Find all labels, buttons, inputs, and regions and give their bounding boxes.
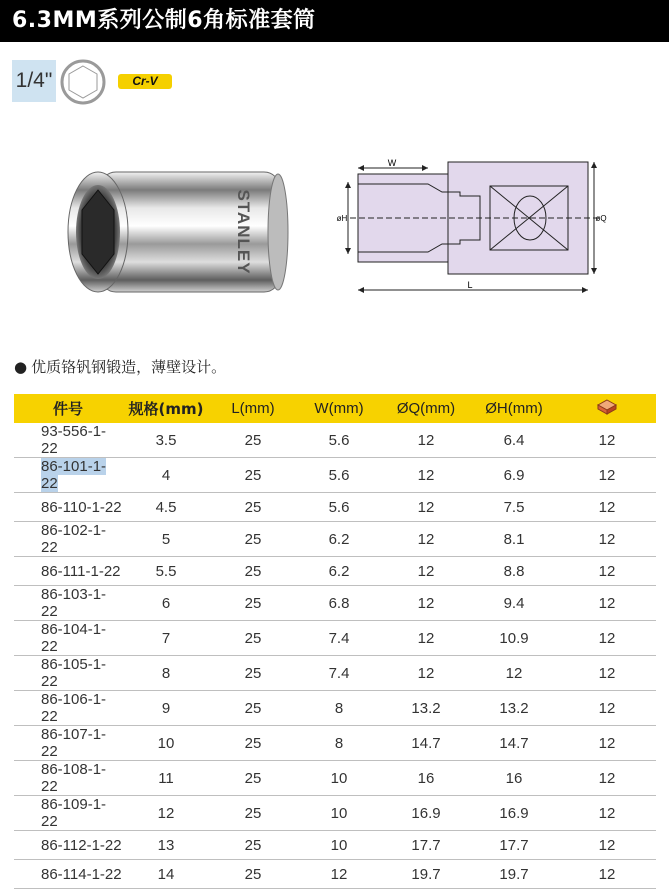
cell-q: 12 — [382, 423, 470, 458]
cell-length: 25 — [210, 586, 296, 621]
table-row — [14, 656, 656, 691]
cell-q: 12 — [382, 621, 470, 656]
cell-w: 6.2 — [296, 557, 382, 586]
table-row — [14, 522, 656, 557]
part-number-text: 86-101-1-22 — [41, 458, 107, 492]
cell-length: 25 — [210, 726, 296, 761]
cell-part-number — [14, 726, 122, 761]
cell-h: 10.9 — [470, 621, 558, 656]
col-part-number: 件号 — [14, 394, 122, 423]
cell-size: 5.5 — [122, 557, 210, 586]
cell-h: 6.4 — [470, 423, 558, 458]
part-number-text: 86-103-1-22 — [41, 586, 107, 620]
cell-box-qty: 12 — [558, 796, 656, 831]
cell-part-number — [14, 656, 122, 691]
cell-box-qty: 12 — [558, 458, 656, 493]
cell-h: 6.9 — [470, 458, 558, 493]
part-number-text: 86-110-1-22 — [41, 498, 122, 516]
cell-q: 16 — [382, 761, 470, 796]
cell-box-qty: 12 — [558, 726, 656, 761]
drive-size-label: 1/4" — [12, 60, 56, 102]
feature-bullet — [14, 356, 226, 377]
cell-size: 4 — [122, 458, 210, 493]
cell-w: 7.4 — [296, 621, 382, 656]
cell-size: 11 — [122, 761, 210, 796]
cell-box-qty: 12 — [558, 557, 656, 586]
cell-part-number — [14, 458, 122, 493]
material-badge: Cr-V — [118, 74, 172, 89]
part-number-text: 86-104-1-22 — [41, 621, 107, 655]
cell-h: 9.4 — [470, 586, 558, 621]
cell-w: 10 — [296, 831, 382, 860]
part-number-text: 93-556-1-22 — [41, 423, 107, 457]
cell-h: 14.7 — [470, 726, 558, 761]
table-row — [14, 860, 656, 889]
cell-part-number — [14, 831, 122, 860]
cell-length: 25 — [210, 458, 296, 493]
part-number-text: 86-106-1-22 — [41, 691, 107, 725]
page-title: 6.3MM系列公制6角标准套筒 — [0, 0, 669, 42]
cell-length: 25 — [210, 860, 296, 889]
table-row — [14, 761, 656, 796]
part-number-text: 86-108-1-22 — [41, 761, 107, 795]
cell-h: 16.9 — [470, 796, 558, 831]
part-number-text: 86-102-1-22 — [41, 522, 107, 556]
cell-size: 13 — [122, 831, 210, 860]
cell-w: 7.4 — [296, 656, 382, 691]
cell-box-qty: 12 — [558, 860, 656, 889]
cell-part-number — [14, 522, 122, 557]
col-size: 规格(mm) — [122, 394, 210, 423]
cell-part-number — [14, 761, 122, 796]
brand-mark: STANLEY — [234, 189, 253, 275]
cell-q: 13.2 — [382, 691, 470, 726]
cell-part-number — [14, 493, 122, 522]
part-number-text: 86-114-1-22 — [41, 865, 122, 883]
cell-length: 25 — [210, 761, 296, 796]
part-number-text: 86-105-1-22 — [41, 656, 107, 690]
cell-w: 5.6 — [296, 458, 382, 493]
socket-photo — [60, 162, 300, 302]
cell-w: 12 — [296, 860, 382, 889]
table-row — [14, 796, 656, 831]
cell-q: 12 — [382, 557, 470, 586]
cell-w: 6.8 — [296, 586, 382, 621]
cell-length: 25 — [210, 423, 296, 458]
table-row — [14, 726, 656, 761]
cell-q: 19.7 — [382, 860, 470, 889]
cell-size: 14 — [122, 860, 210, 889]
cell-part-number — [14, 860, 122, 889]
cell-h: 12 — [470, 656, 558, 691]
w-dimension-label: W — [387, 158, 397, 168]
cell-length: 25 — [210, 621, 296, 656]
cell-box-qty: 12 — [558, 423, 656, 458]
cell-q: 12 — [382, 586, 470, 621]
cell-h: 19.7 — [470, 860, 558, 889]
cell-q: 12 — [382, 493, 470, 522]
cell-length: 25 — [210, 691, 296, 726]
cell-w: 8 — [296, 691, 382, 726]
cell-q: 12 — [382, 522, 470, 557]
cell-h: 16 — [470, 761, 558, 796]
feature-text: 优质铬钒钢锻造，薄壁设计。 — [31, 358, 227, 376]
cell-q: 14.7 — [382, 726, 470, 761]
cell-size: 8 — [122, 656, 210, 691]
table-row — [14, 831, 656, 860]
col-h: ØH(mm) — [470, 394, 558, 423]
cell-part-number — [14, 557, 122, 586]
cell-box-qty: 12 — [558, 621, 656, 656]
cell-q: 17.7 — [382, 831, 470, 860]
cell-box-qty: 12 — [558, 691, 656, 726]
col-q: ØQ(mm) — [382, 394, 470, 423]
cell-size: 12 — [122, 796, 210, 831]
cell-part-number — [14, 621, 122, 656]
table-row — [14, 621, 656, 656]
part-number-text: 86-107-1-22 — [41, 726, 107, 760]
table-row — [14, 557, 656, 586]
box-qty-icon — [596, 398, 618, 416]
cell-part-number — [14, 796, 122, 831]
l-dimension-label: L — [467, 280, 473, 290]
cell-box-qty: 12 — [558, 761, 656, 796]
bullet-icon: ● — [14, 358, 28, 376]
cell-part-number — [14, 423, 122, 458]
table-row — [14, 586, 656, 621]
cell-size: 4.5 — [122, 493, 210, 522]
cell-size: 5 — [122, 522, 210, 557]
cell-h: 7.5 — [470, 493, 558, 522]
cell-part-number — [14, 691, 122, 726]
cell-h: 17.7 — [470, 831, 558, 860]
q-dimension-label: øQ — [595, 214, 607, 223]
cell-w: 5.6 — [296, 423, 382, 458]
cell-q: 16.9 — [382, 796, 470, 831]
spec-table — [14, 394, 656, 889]
cell-box-qty: 12 — [558, 493, 656, 522]
cell-w: 10 — [296, 761, 382, 796]
cell-w: 5.6 — [296, 493, 382, 522]
cell-box-qty: 12 — [558, 656, 656, 691]
cell-q: 12 — [382, 656, 470, 691]
cell-length: 25 — [210, 796, 296, 831]
h-dimension-label: øH — [336, 214, 348, 223]
col-w: W(mm) — [296, 394, 382, 423]
cell-length: 25 — [210, 656, 296, 691]
cell-length: 25 — [210, 831, 296, 860]
socket-dimension-diagram — [330, 152, 610, 302]
cell-size: 9 — [122, 691, 210, 726]
cell-q: 12 — [382, 458, 470, 493]
cell-size: 10 — [122, 726, 210, 761]
part-number-text: 86-111-1-22 — [41, 562, 121, 580]
cell-size: 3.5 — [122, 423, 210, 458]
table-header-row — [14, 394, 656, 423]
cell-length: 25 — [210, 493, 296, 522]
col-box-qty — [558, 394, 656, 423]
cell-box-qty: 12 — [558, 522, 656, 557]
table-row — [14, 458, 656, 493]
table-row — [14, 493, 656, 522]
cell-part-number — [14, 586, 122, 621]
table-row — [14, 691, 656, 726]
cell-w: 10 — [296, 796, 382, 831]
cell-h: 8.1 — [470, 522, 558, 557]
cell-box-qty: 12 — [558, 586, 656, 621]
cell-w: 8 — [296, 726, 382, 761]
hexagon-icon — [59, 58, 107, 106]
part-number-text: 86-112-1-22 — [41, 836, 122, 854]
cell-size: 6 — [122, 586, 210, 621]
col-length: L(mm) — [210, 394, 296, 423]
cell-h: 13.2 — [470, 691, 558, 726]
table-row — [14, 423, 656, 458]
cell-w: 6.2 — [296, 522, 382, 557]
cell-size: 7 — [122, 621, 210, 656]
cell-h: 8.8 — [470, 557, 558, 586]
cell-length: 25 — [210, 557, 296, 586]
cell-box-qty: 12 — [558, 831, 656, 860]
part-number-text: 86-109-1-22 — [41, 796, 107, 830]
cell-length: 25 — [210, 522, 296, 557]
